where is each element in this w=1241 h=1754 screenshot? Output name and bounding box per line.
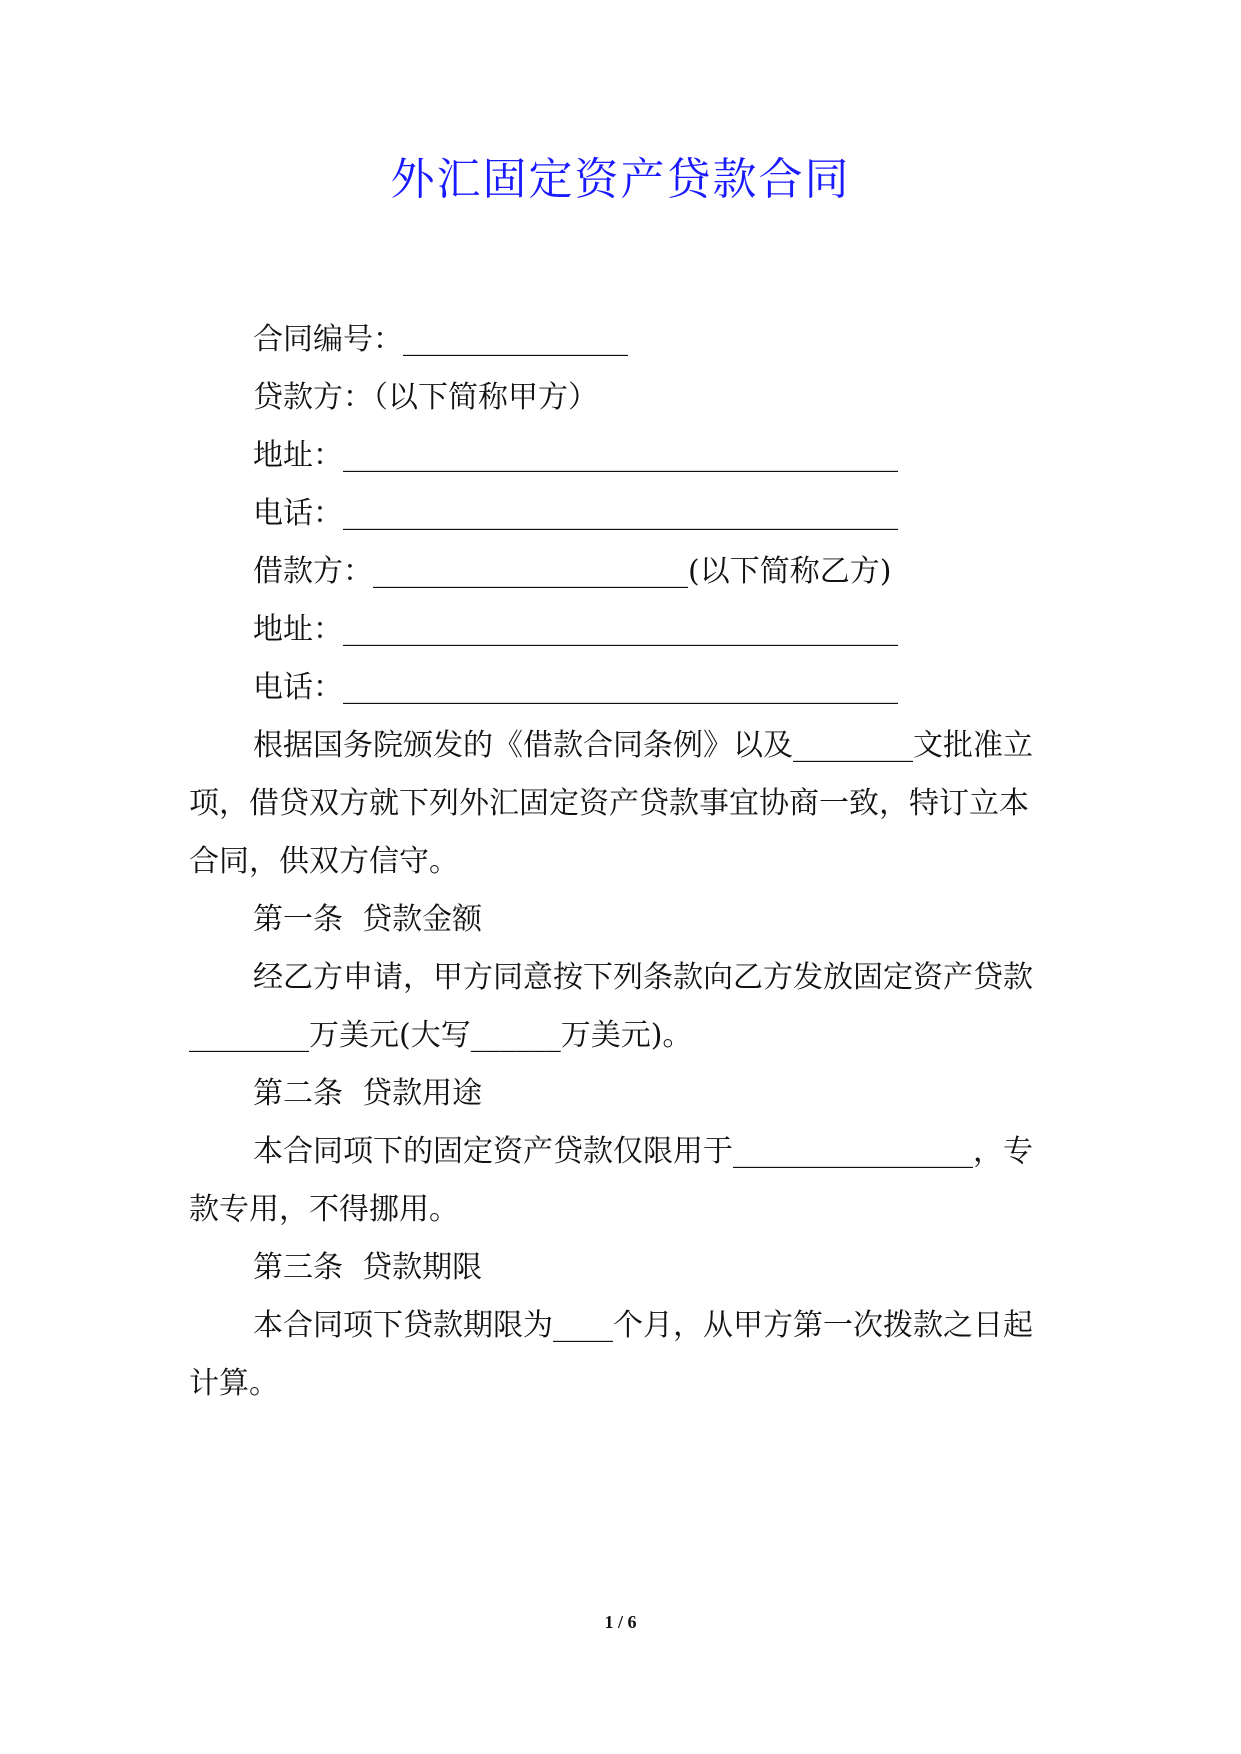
borrower-address-line: 地址：_____________________________________ xyxy=(253,612,898,647)
article-2-text-2: 款专用，不得挪用。 xyxy=(189,1192,459,1227)
article-1-heading: 第一条 贷款金额 xyxy=(253,902,483,937)
article-3-heading: 第三条 贷款期限 xyxy=(253,1250,483,1285)
article-3-text-1: 本合同项下贷款期限为____个月，从甲方第一次拨款之日起 xyxy=(253,1308,1033,1343)
lender-phone-line: 电话：_____________________________________ xyxy=(253,496,898,531)
document-title: 外汇固定资产贷款合同 xyxy=(390,154,851,205)
preamble-line-1: 根据国务院颁发的《借款合同条例》以及________文批准立 xyxy=(253,728,1033,763)
lender-address-line: 地址：_____________________________________ xyxy=(253,438,898,473)
preamble-line-2: 项，借贷双方就下列外汇固定资产贷款事宜协商一致，特订立本 xyxy=(189,786,1029,821)
article-2-heading: 第二条 贷款用途 xyxy=(253,1076,483,1111)
contract-number-line: 合同编号：_______________ xyxy=(253,322,628,357)
page-number: 1 / 6 xyxy=(604,1612,637,1632)
borrower-line: 借款方：_____________________(以下简称乙方) xyxy=(253,554,892,589)
article-2-text-1: 本合同项下的固定资产贷款仅限用于________________，专 xyxy=(253,1134,1033,1169)
preamble-line-3: 合同，供双方信守。 xyxy=(189,844,459,879)
lender-line: 贷款方：（以下简称甲方） xyxy=(253,380,598,415)
article-1-text-1: 经乙方申请，甲方同意按下列条款向乙方发放固定资产贷款 xyxy=(253,960,1033,995)
borrower-phone-line: 电话：_____________________________________ xyxy=(253,670,898,705)
article-1-text-2: ________万美元(大写______万美元)。 xyxy=(189,1018,693,1053)
article-3-text-2: 计算。 xyxy=(189,1366,279,1401)
